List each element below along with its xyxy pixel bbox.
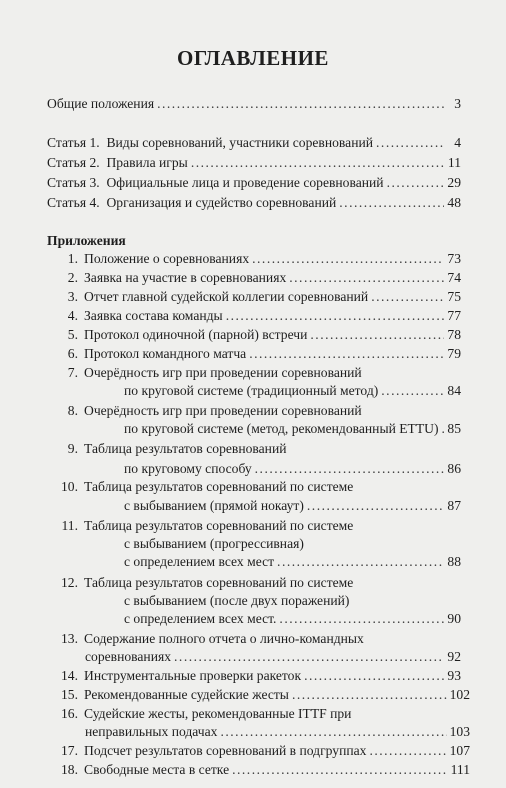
leader-dots [249, 345, 444, 362]
leader-dots [381, 382, 444, 399]
appendix-entry [85, 723, 470, 740]
toc-entry-article [47, 174, 461, 191]
entry-text: по круговой системе (традиционный метод) [124, 383, 379, 398]
entry-number: 2. [67, 270, 78, 285]
entry-page: 103 [449, 724, 470, 739]
entry-text: по круговой системе (метод, рекомендованный ETTU) [124, 421, 439, 436]
appendix-entry [60, 250, 461, 267]
entry-page: 111 [450, 762, 470, 777]
entry-number: 3. [67, 289, 78, 304]
appendix-entry [60, 288, 461, 305]
leader-dots [376, 134, 444, 151]
entry-page: 48 [447, 195, 461, 210]
toc-entry-article [47, 134, 461, 151]
entry-page: 88 [447, 554, 461, 569]
leader-dots [279, 610, 444, 627]
leader-dots [310, 326, 444, 343]
entry-text: Таблица результатов соревнований по системе [84, 479, 354, 494]
entry-page: 93 [447, 668, 461, 683]
entry-text: Таблица результатов соревнований по системе [84, 575, 354, 590]
appendix-entry-line [60, 478, 353, 495]
entry-page: 3 [454, 96, 461, 111]
appendix-entry-line [60, 440, 287, 457]
appendix-entry-line [60, 705, 351, 722]
entry-number: 4. [67, 308, 78, 323]
appendix-entry [85, 648, 461, 665]
leader-dots [220, 723, 446, 740]
entry-number: 8. [67, 403, 78, 418]
entry-page: 87 [447, 498, 461, 513]
entry-text: по круговому способу [124, 461, 252, 476]
entry-page: 102 [449, 687, 470, 702]
leader-dots [307, 497, 444, 514]
entry-text: соревнованиях [85, 649, 172, 664]
entry-number: 1. [67, 251, 78, 266]
entry-number: 15. [61, 687, 78, 702]
leader-dots [252, 250, 444, 267]
leader-dots [304, 667, 444, 684]
entry-number: 13. [61, 631, 78, 646]
appendix-entry [60, 761, 470, 778]
appendix-entry [124, 460, 461, 477]
toc-entry-article [47, 154, 461, 171]
entry-page: 11 [447, 155, 461, 170]
toc-entry-article [47, 194, 461, 211]
appendix-entry [60, 307, 461, 324]
entry-page: 107 [449, 743, 470, 758]
entry-text: Заявка состава команды [84, 308, 223, 323]
leader-dots [292, 686, 447, 703]
entry-number: 14. [61, 668, 78, 683]
leader-dots [387, 174, 444, 191]
appendix-entry-line [60, 517, 353, 534]
entry-number: 16. [61, 706, 78, 721]
entry-text: Статья 2. Правила игры [47, 155, 188, 170]
entry-text: неправильных подачах [85, 724, 218, 739]
leader-dots [289, 269, 444, 286]
appendix-entry [60, 742, 470, 759]
entry-text: Протокол одиночной (парной) встречи [84, 327, 308, 342]
leader-dots [369, 742, 446, 759]
entry-text: Отчет главной судейской коллегии соревнований [84, 289, 369, 304]
entry-number: 7. [67, 365, 78, 380]
entry-text: Таблица результатов соревнований по системе [84, 518, 354, 533]
appendix-heading: Приложения [47, 233, 126, 248]
appendix-entry [60, 326, 461, 343]
entry-text: Очерёдность игр при проведении соревнований [84, 365, 362, 380]
appendix-entry-line [60, 630, 364, 647]
leader-dots [442, 420, 444, 437]
entry-page: 75 [447, 289, 461, 304]
entry-text: Общие положения [47, 96, 155, 111]
entry-text: Протокол командного матча [84, 346, 247, 361]
entry-page: 73 [447, 251, 461, 266]
leader-dots [226, 307, 444, 324]
entry-text: с выбыванием (прямой нокаут) [124, 498, 304, 513]
entry-text: Положение о соревнованиях [84, 251, 250, 266]
entry-text: Заявка на участие в соревнованиях [84, 270, 287, 285]
toc-entry-general [47, 95, 461, 112]
appendix-entry-line [60, 574, 353, 591]
entry-page: 90 [447, 611, 461, 626]
appendix-entry [124, 497, 461, 514]
entry-number: 11. [61, 518, 78, 533]
appendix-entry-line [60, 402, 362, 419]
entry-page: 84 [447, 383, 461, 398]
entry-text: с определением всех мест. [124, 611, 277, 626]
entry-text: Подсчет результатов соревнований в подгруппах [84, 743, 367, 758]
appendix-entry [124, 382, 461, 399]
leader-dots [157, 95, 444, 112]
appendix-entry [60, 686, 470, 703]
entry-text: Таблица результатов соревнований [84, 441, 287, 456]
entry-page: 29 [447, 175, 461, 190]
entry-page: 78 [447, 327, 461, 342]
appendix-entry [124, 553, 461, 570]
appendix-entry [60, 345, 461, 362]
leader-dots [232, 761, 448, 778]
entry-page: 85 [447, 421, 461, 436]
page-title: ОГЛАВЛЕНИЕ [177, 46, 329, 70]
entry-text: Статья 3. Официальные лица и проведение соревнований [47, 175, 384, 190]
appendix-entry [60, 269, 461, 286]
appendix-entry-line [60, 364, 362, 381]
entry-number: 18. [61, 762, 78, 777]
entry-number: 9. [67, 441, 78, 456]
entry-number: 5. [67, 327, 78, 342]
entry-number: 6. [67, 346, 78, 361]
entry-page: 74 [447, 270, 461, 285]
entry-page: 79 [447, 346, 461, 361]
entry-text: Статья 4. Организация и судейство соревнований [47, 195, 337, 210]
leader-dots [255, 460, 444, 477]
appendix-entry-line: с выбыванием (прогрессивная) [124, 536, 304, 551]
entry-text: Рекомендованные судейские жесты [84, 687, 289, 702]
appendix-entry [60, 667, 461, 684]
appendix-entry [124, 420, 461, 437]
entry-number: 17. [61, 743, 78, 758]
leader-dots [371, 288, 444, 305]
entry-text: с определением всех мест [124, 554, 275, 569]
entry-page: 92 [447, 649, 461, 664]
entry-number: 10. [61, 479, 78, 494]
entry-page: 86 [447, 461, 461, 476]
entry-text: Судейские жесты, рекомендованные ITTF при [84, 706, 352, 721]
entry-text: Очерёдность игр при проведении соревнований [84, 403, 362, 418]
leader-dots [277, 553, 444, 570]
entry-text: Свободные места в сетке [84, 762, 230, 777]
entry-text: Содержание полного отчета о лично-командных [84, 631, 364, 646]
entry-page: 4 [454, 135, 461, 150]
appendix-entry [124, 610, 461, 627]
leader-dots [339, 194, 444, 211]
entry-text: Статья 1. Виды соревнований, участники соревнований [47, 135, 374, 150]
entry-number: 12. [61, 575, 78, 590]
appendix-entry-line: с выбыванием (после двух поражений) [124, 593, 350, 608]
leader-dots [191, 154, 444, 171]
entry-text: Инструментальные проверки ракеток [84, 668, 302, 683]
leader-dots [174, 648, 444, 665]
entry-page: 77 [447, 308, 461, 323]
